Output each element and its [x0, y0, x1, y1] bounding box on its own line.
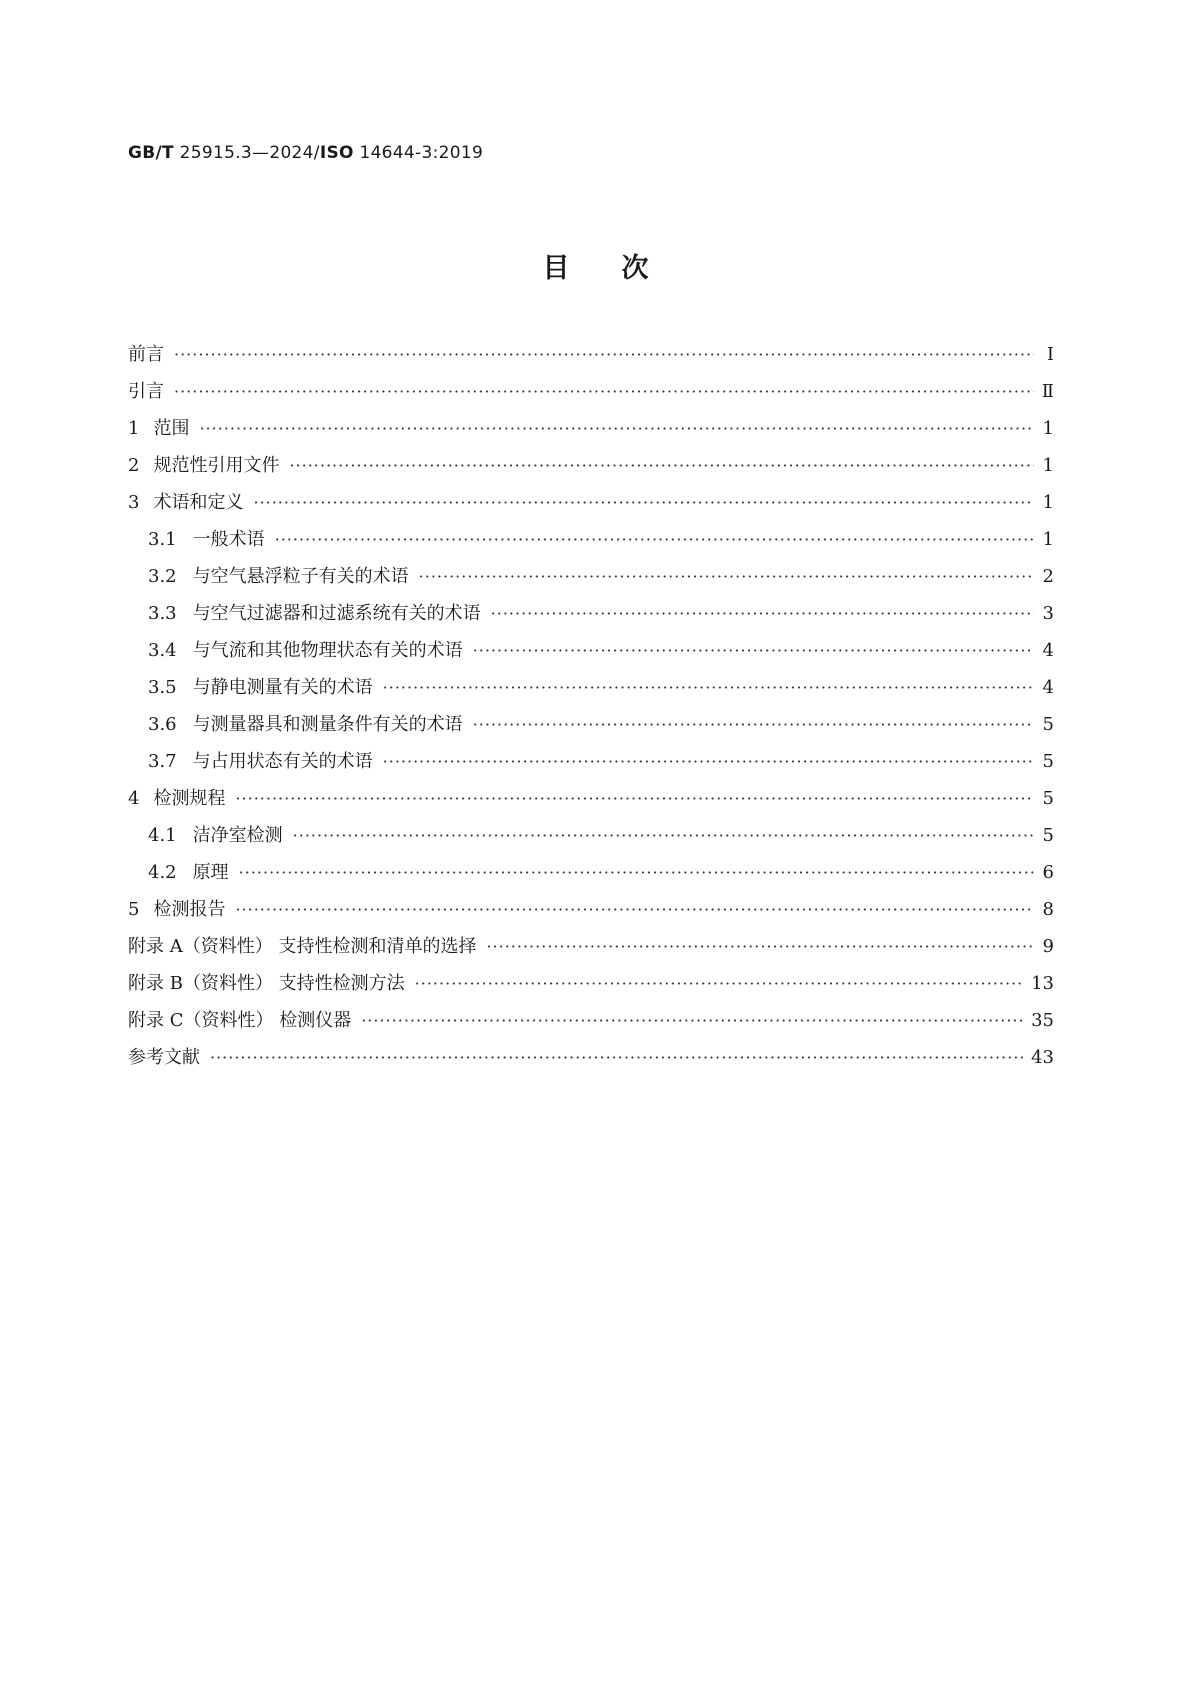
- toc-entry-number: 3.6: [148, 714, 177, 735]
- toc-entry-label[interactable]: 原理: [192, 862, 229, 883]
- toc-entry-number: 4: [128, 788, 140, 809]
- dot-leader: [473, 715, 1034, 734]
- toc-entry-label[interactable]: 一般术语: [192, 529, 265, 550]
- dot-leader: [239, 863, 1034, 882]
- toc-entry[interactable]: [128, 895, 1054, 932]
- table-of-contents: [128, 340, 1054, 1080]
- std-number: 25915.3—2024/: [173, 143, 320, 163]
- toc-entry[interactable]: [128, 747, 1054, 784]
- toc-entry-label[interactable]: 附录 A（资料性） 支持性检测和清单的选择: [128, 936, 477, 957]
- toc-entry[interactable]: [128, 1043, 1054, 1080]
- dot-leader: [174, 382, 1034, 401]
- toc-entry-number: 4.1: [148, 825, 177, 846]
- page-title: 目次: [542, 253, 701, 284]
- toc-entry-page[interactable]: 4: [1042, 640, 1054, 661]
- toc-entry[interactable]: [128, 451, 1054, 488]
- toc-entry-number: 3.5: [148, 677, 177, 698]
- dot-leader: [275, 530, 1034, 549]
- toc-entry-page[interactable]: 3: [1042, 603, 1054, 624]
- toc-entry-label[interactable]: 附录 B（资料性） 支持性检测方法: [128, 973, 405, 994]
- toc-entry[interactable]: [128, 858, 1054, 895]
- dot-leader: [235, 900, 1034, 919]
- toc-entry-page[interactable]: 43: [1031, 1047, 1054, 1068]
- toc-entry-page[interactable]: 5: [1042, 825, 1054, 846]
- toc-entry-label[interactable]: 规范性引用文件: [153, 455, 280, 476]
- toc-entry-page[interactable]: 1: [1042, 418, 1054, 439]
- toc-entry-page[interactable]: 9: [1042, 936, 1054, 957]
- dot-leader: [415, 974, 1023, 993]
- toc-entry-page[interactable]: 4: [1042, 677, 1054, 698]
- toc-entry[interactable]: [128, 636, 1054, 673]
- toc-entry-label[interactable]: 参考文献: [128, 1047, 200, 1068]
- toc-entry-label[interactable]: 范围: [153, 418, 190, 439]
- toc-entry-number: 3.1: [148, 529, 177, 550]
- toc-entry-number: 4.2: [148, 862, 177, 883]
- toc-entry[interactable]: [128, 1006, 1054, 1043]
- toc-entry-page[interactable]: 5: [1042, 751, 1054, 772]
- toc-entry-label[interactable]: 检测规程: [153, 788, 226, 809]
- toc-entry-number: 3.4: [148, 640, 177, 661]
- toc-entry-label[interactable]: 与静电测量有关的术语: [192, 677, 373, 698]
- toc-entry-number: 3.7: [148, 751, 177, 772]
- toc-entry-page[interactable]: Ⅰ: [1046, 344, 1054, 365]
- toc-entry-label[interactable]: 与空气过滤器和过滤系统有关的术语: [192, 603, 481, 624]
- toc-entry-page[interactable]: 6: [1042, 862, 1054, 883]
- toc-entry-label[interactable]: 检测报告: [153, 899, 226, 920]
- dot-leader: [253, 493, 1034, 512]
- dot-leader: [419, 567, 1034, 586]
- standard-number: [128, 143, 483, 163]
- toc-entry[interactable]: [128, 969, 1054, 1006]
- toc-entry-number: 2: [128, 455, 140, 476]
- iso-number: 14644-3:2019: [353, 143, 484, 163]
- std-prefix: GB/T: [128, 143, 174, 163]
- toc-entry-number: 3.3: [148, 603, 177, 624]
- dot-leader: [473, 641, 1034, 660]
- toc-entry[interactable]: [128, 525, 1054, 562]
- toc-entry-label[interactable]: 前言: [128, 344, 164, 365]
- dot-leader: [361, 1011, 1023, 1030]
- toc-entry[interactable]: [128, 710, 1054, 747]
- toc-entry-page[interactable]: 1: [1042, 455, 1054, 476]
- toc-entry-number: 3.2: [148, 566, 177, 587]
- dot-leader: [383, 752, 1034, 771]
- toc-entry-page[interactable]: 2: [1042, 566, 1054, 587]
- dot-leader: [289, 456, 1034, 475]
- iso-prefix: ISO: [319, 143, 354, 163]
- dot-leader: [210, 1048, 1023, 1067]
- toc-entry-label[interactable]: 与占用状态有关的术语: [192, 751, 373, 772]
- dot-leader: [383, 678, 1034, 697]
- dot-leader: [174, 345, 1034, 364]
- dot-leader: [491, 604, 1034, 623]
- toc-entry[interactable]: [128, 488, 1054, 525]
- toc-entry-label[interactable]: 与气流和其他物理状态有关的术语: [192, 640, 463, 661]
- toc-entry-number: 1: [128, 418, 140, 439]
- toc-entry[interactable]: [128, 414, 1054, 451]
- toc-entry-page[interactable]: 13: [1031, 973, 1054, 994]
- toc-entry-label[interactable]: 附录 C（资料性） 检测仪器: [128, 1010, 352, 1031]
- toc-entry-page[interactable]: 1: [1042, 529, 1054, 550]
- toc-entry[interactable]: [128, 562, 1054, 599]
- toc-entry-number: 5: [128, 899, 140, 920]
- toc-entry-label[interactable]: 与测量器具和测量条件有关的术语: [192, 714, 463, 735]
- dot-leader: [486, 937, 1034, 956]
- toc-entry-label[interactable]: 引言: [128, 381, 164, 402]
- toc-entry-label[interactable]: 术语和定义: [153, 492, 244, 513]
- toc-entry-page[interactable]: 1: [1042, 492, 1054, 513]
- dot-leader: [235, 789, 1034, 808]
- toc-entry[interactable]: [128, 673, 1054, 710]
- toc-entry[interactable]: [128, 340, 1054, 377]
- toc-entry-page[interactable]: Ⅱ: [1041, 381, 1054, 402]
- dot-leader: [293, 826, 1034, 845]
- toc-entry-page[interactable]: 35: [1031, 1010, 1054, 1031]
- toc-entry-page[interactable]: 5: [1042, 714, 1054, 735]
- toc-entry[interactable]: [128, 599, 1054, 636]
- toc-entry-label[interactable]: 洁净室检测: [192, 825, 283, 846]
- toc-entry-label[interactable]: 与空气悬浮粒子有关的术语: [192, 566, 409, 587]
- toc-entry[interactable]: [128, 784, 1054, 821]
- toc-entry-page[interactable]: 5: [1042, 788, 1054, 809]
- toc-entry[interactable]: [128, 377, 1054, 414]
- toc-entry-number: 3: [128, 492, 140, 513]
- toc-entry[interactable]: [128, 821, 1054, 858]
- dot-leader: [199, 419, 1034, 438]
- toc-entry-page[interactable]: 8: [1042, 899, 1054, 920]
- toc-entry[interactable]: [128, 932, 1054, 969]
